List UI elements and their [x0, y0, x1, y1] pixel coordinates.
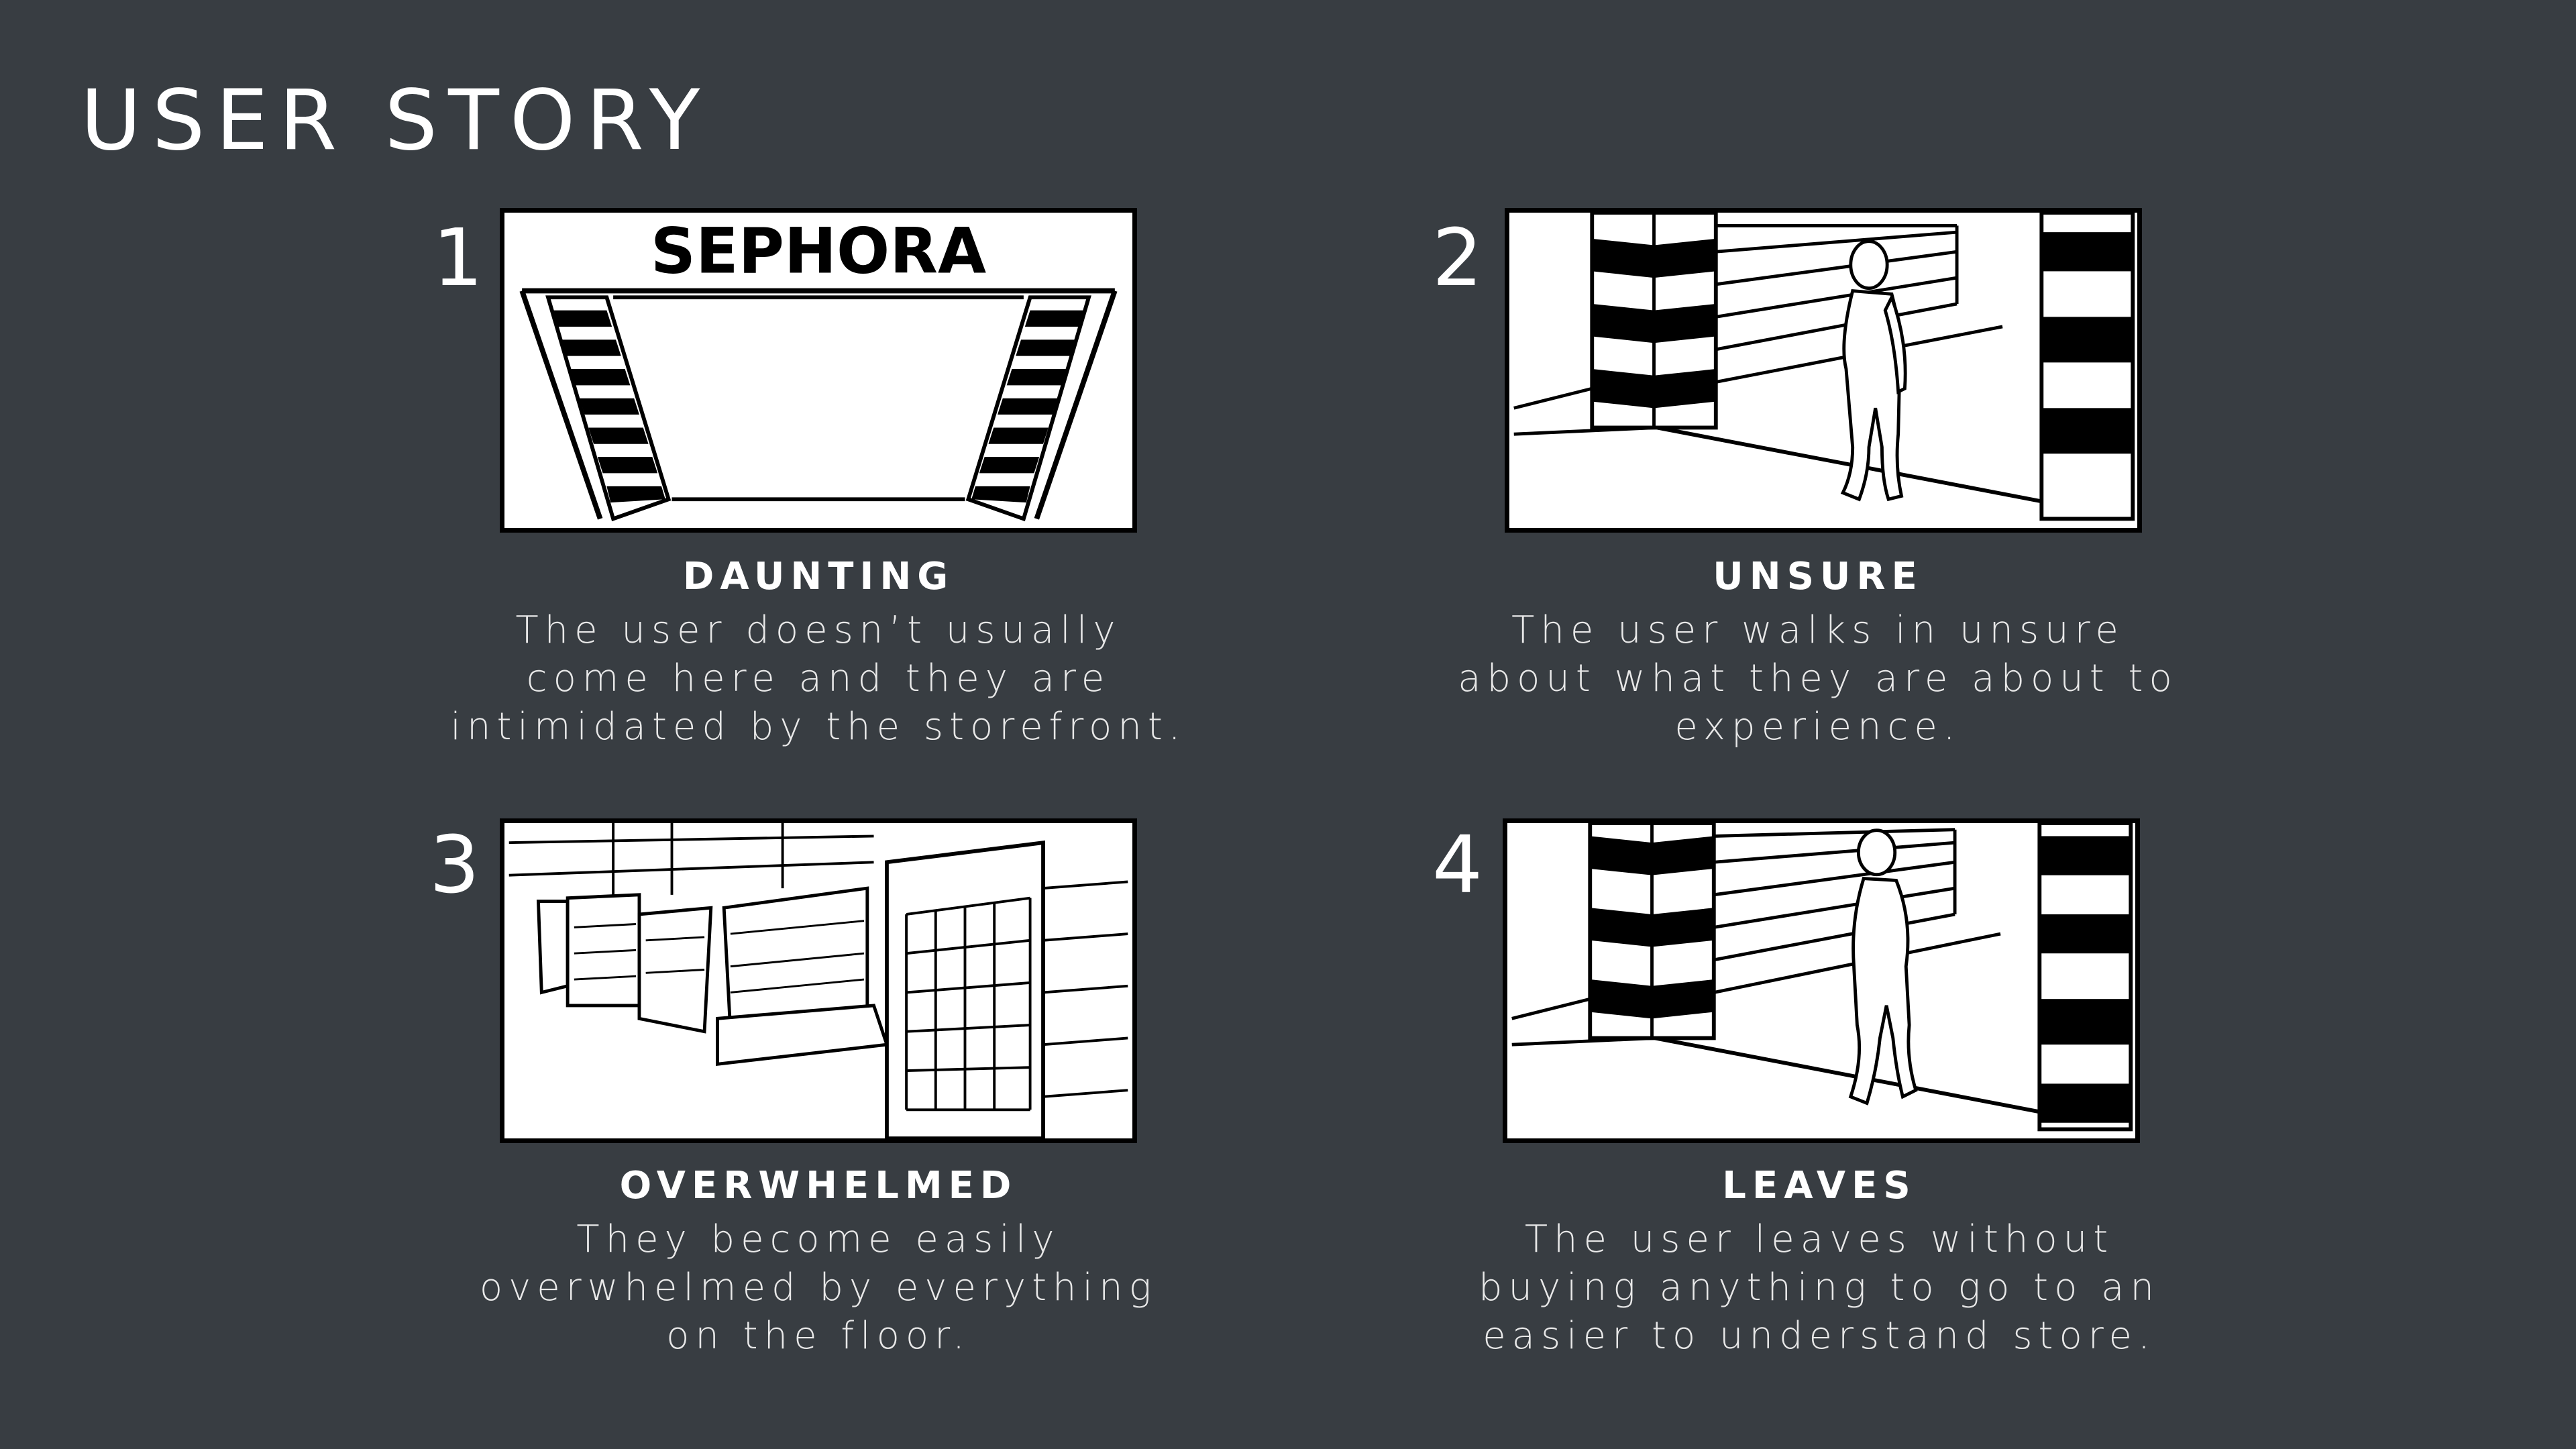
store-sign: SEPHORA: [650, 214, 987, 288]
leaving-sketch: [1507, 823, 2135, 1138]
panel-heading: OVERWHELMED: [619, 1164, 1018, 1208]
storyboard-frame-aisle-entry: [1505, 208, 2142, 533]
panel-description: [1315, 606, 2321, 751]
description-line: experience.: [1674, 705, 1962, 749]
description-line: buying anything to go to an: [1478, 1266, 2160, 1309]
panel-heading: UNSURE: [1713, 555, 1923, 598]
description-line: intimidated by the storefront.: [450, 705, 1187, 749]
panel-heading: LEAVES: [1722, 1164, 1917, 1208]
panel-number: 2: [1432, 211, 1483, 304]
description-line: They become easily: [576, 1218, 1061, 1261]
description-line: easier to understand store.: [1483, 1314, 2156, 1358]
description-line: overwhelmed by everything: [479, 1266, 1158, 1309]
description-line: The user walks in unsure: [1511, 608, 2125, 652]
panel-number: 4: [1432, 818, 1483, 911]
panel-number: 1: [433, 211, 484, 304]
panel-number: 3: [429, 818, 480, 911]
description-line: come here and they are: [526, 657, 1111, 700]
page-title: USER STORY: [80, 72, 711, 169]
storyboard-frame-store-floor: [500, 818, 1137, 1143]
description-line: The user leaves without: [1524, 1218, 2114, 1261]
description-line: on the floor.: [666, 1314, 971, 1358]
aisle-walk-sketch: [1509, 213, 2137, 528]
description-line: about what they are about to: [1458, 657, 2178, 700]
panel-description: [315, 606, 1322, 751]
panel-heading: DAUNTING: [682, 555, 955, 598]
storyboard-frame-leaving: [1503, 818, 2140, 1143]
panel-description: [315, 1216, 1322, 1360]
description-line: The user doesn’t usually: [515, 608, 1122, 652]
panel-description: [1316, 1216, 2322, 1360]
store-floor-sketch: [504, 823, 1132, 1138]
